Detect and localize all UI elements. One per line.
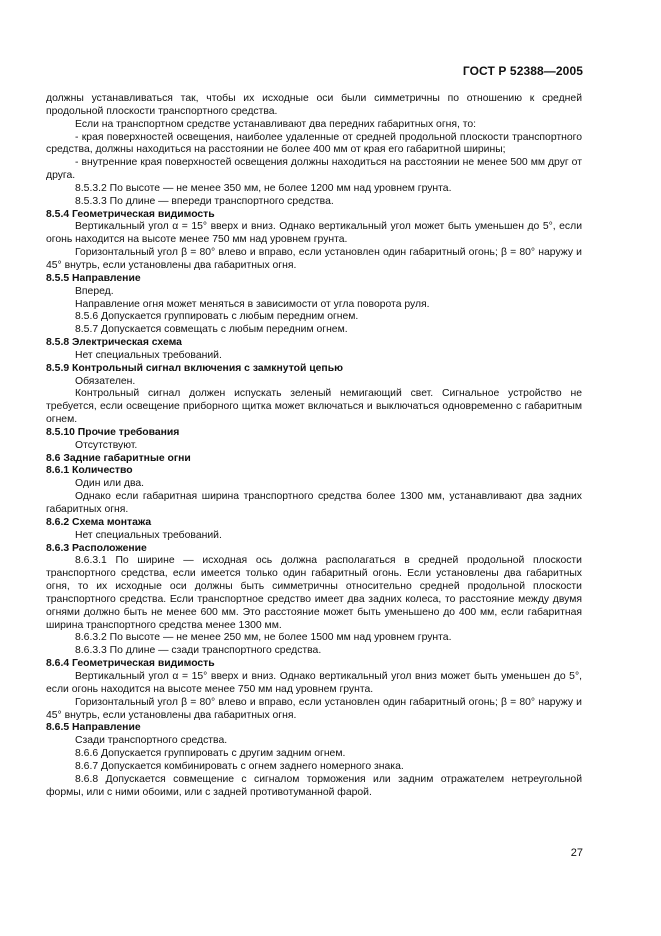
paragraph: 8.6.3.3 По длине — сзади транспортного средства. [75,645,322,657]
paragraph: 8.6.3.2 По высоте — не менее 250 мм, не более 1500 мм над уровнем грунта. [75,632,452,644]
paragraph: Сзади транспортного средства. [75,735,228,747]
paragraph: Горизонтальный угол β = 80° влево и вправо, если установлен один габаритный огонь; β = 80° наружу и 45° внутрь, если установлены два габаритных огня. [46,247,582,271]
paragraph: Направление огня может меняться в зависимости от угла поворота руля. [75,298,430,310]
section-heading: 8.6.5 Направление [46,722,141,734]
paragraph: Отсутствуют. [75,439,138,451]
section-heading: 8.6.3 Расположение [46,542,147,554]
section-heading: 8.6.4 Геометрическая видимость [46,658,215,670]
section-heading: 8.5.8 Электрическая схема [46,337,182,349]
paragraph: Вертикальный угол α = 15° вверх и вниз. Однако вертикальный угол может быть уменьшен до 5°, если огонь находится на высоте менее 750 мм над уровнем грунта. [46,221,582,246]
paragraph: 8.5.7 Допускается совмещать с любым передним огнем. [75,324,348,336]
paragraph: Нет специальных требований. [75,529,222,541]
paragraph: 8.5.3.2 По высоте — не менее 350 мм, не более 1200 мм над уровнем грунта. [75,182,452,194]
document-body [46,93,582,799]
section-heading: 8.5.9 Контрольный сигнал включения с замкнутой цепью [46,362,343,374]
paragraph: 8.5.6 Допускается группировать с любым передним огнем. [75,311,359,323]
paragraph: Однако если габаритная ширина транспортного средства более 1300 мм, устанавливают два задних габаритных огня. [46,491,582,515]
paragraph: Горизонтальный угол β = 80° влево и вправо, если установлен один габаритный огонь; β = 80° наружу и 45° внутрь, если установлены два габаритных огня. [46,696,582,721]
paragraph: 8.6.3.1 По ширине — исходная ось должна располагаться в средней продольной плоскости транспортного средства, если имеется только один габаритный огонь. Если установлены два габаритных огня, то их исходные оси должны быть симметричны относительно средней продольной плоскости транспортного средства. Если транспортное средство имеет два задних колеса, то расстояние между двумя огнями должно быть не менее 600 мм. Это расстояние может быть уменьшено до 400 мм, если габаритная ширина транспортного средства менее 1300 мм. [46,555,582,631]
section-heading: 8.5.5 Направление [46,272,141,284]
paragraph: Один или два. [75,478,145,490]
standard-header: ГОСТ Р 52388—2005 [462,64,583,78]
section-heading: 8.5.4 Геометрическая видимость [46,208,215,220]
page-number: 27 [570,847,583,859]
paragraph: Контрольный сигнал должен испускать зеленый немигающий свет. Сигнальное устройство не требуется, если освещение приборного щитка может включаться и выключаться одновременно с габаритным огнем. [46,388,582,426]
section-heading: 8.6.2 Схема монтажа [46,516,152,528]
section-heading: 8.6 Задние габаритные огни [46,452,191,464]
paragraph: Вертикальный угол α = 15° вверх и вниз. Однако вертикальный угол вниз может быть уменьшен до 5°, если огонь находится на высоте менее 750 мм над уровнем грунта. [46,670,582,695]
paragraph: Нет специальных требований. [75,349,222,361]
paragraph: 8.6.8 Допускается совмещение с сигналом торможения или задним отражателем нетреугольной формы, или с ними обоими, или с задней противотуманной фарой. [46,773,582,798]
paragraph: 8.5.3.3 По длине — впереди транспортного средства. [75,195,334,207]
paragraph: Если на транспортном средстве устанавливают два передних габаритных огня, то: [75,118,477,130]
section-heading: 8.5.10 Прочие требования [46,426,180,438]
section-heading: 8.6.1 Количество [46,465,133,477]
paragraph: - края поверхностей освещения, наиболее удаленные от средней продольной плоскости транспортного средства, должны находиться на расстоянии не более 400 мм от края его габаритной ширины; [46,131,582,156]
paragraph: - внутренние края поверхностей освещения должны находиться на расстоянии не менее 500 мм друг от друга. [46,157,582,182]
paragraph: 8.6.6 Допускается группировать с другим задним огнем. [75,748,346,760]
paragraph: 8.6.7 Допускается комбинировать с огнем заднего номерного знака. [75,760,404,772]
paragraph: должны устанавливаться так, чтобы их исходные оси были симметричны по отношению к средней продольной плоскости транспортного средства. [46,93,582,117]
paragraph: Вперед. [75,285,114,297]
paragraph: Обязателен. [75,375,136,387]
